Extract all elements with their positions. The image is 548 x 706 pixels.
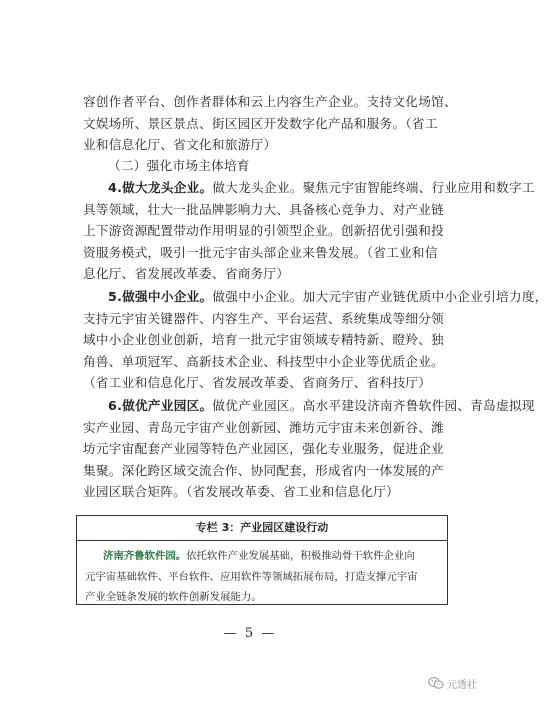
text-run: 做优产业园区。高水平建设济南齐鲁软件园、青岛虚拟现: [212, 398, 535, 413]
item-lead: 4.做大龙头企业。: [108, 180, 213, 195]
text-line: [83, 286, 548, 308]
watermark-text: 元透社: [447, 679, 477, 691]
text-line: [83, 177, 535, 199]
item-lead: 6.做优产业园区。: [108, 398, 213, 413]
page-number: — 5 —: [223, 626, 277, 641]
text-line: （二）强化市场主体培育: [108, 158, 250, 173]
text-line: 实产业园、青岛元宇宙产业创新园、潍坊元宇宙未来创新谷、潍: [83, 419, 445, 435]
text-line: 业园区联合矩阵。（省发展改革委、省工业和信息化厅）: [83, 484, 400, 500]
text-line: 支持元宇宙关键器件、内容生产、平台运营、系统集成等细分领: [83, 310, 445, 326]
text-line: 元宇宙基础软件、平台软件、应用软件等领域拓展布局，打造支撑元宇宙: [85, 570, 418, 583]
text-line: 集聚。深化跨区域交流合作、协同配套，形成省内一体发展的产: [83, 462, 445, 478]
text-run: 依托软件产业发展基础，积极推动骨干软件企业向: [186, 550, 415, 562]
text-run: 做强中小企业。加大元宇宙产业链优质中小企业引培力度，: [212, 289, 548, 304]
paragraph-item-4: [83, 177, 535, 285]
sidebar-box-title: 专栏 3：产业园区建设行动: [77, 516, 447, 541]
text-line: 上下游资源配置带动作用明显的引领型企业。创新招优引强和投: [83, 223, 445, 239]
text-line: 域中小企业创业创新，培育一批元宇宙领域专精特新、瞪羚、独: [83, 332, 445, 348]
paragraph-continuation: [83, 91, 457, 156]
sidebar-box-body: [77, 541, 447, 608]
sidebar-box: [76, 515, 448, 605]
paragraph-item-6: [83, 395, 535, 503]
text-line: 产业全链条发展的软件创新发展能力。: [85, 591, 262, 603]
text-run: 做大龙头企业。聚焦元宇宙智能终端、行业应用和数字工: [212, 180, 535, 195]
text-line: [83, 395, 535, 417]
paragraph-item-5: [83, 286, 548, 394]
text-line: 角兽、单项冠军、高新技术企业、科技型中小企业等优质企业。: [83, 353, 445, 369]
text-line: 坊元宇宙配套产业园等特色产业园区，强化专业服务，促进企业: [83, 441, 445, 457]
text-line: 具等领域，壮大一批品牌影响力大、具备核心竞争力、对产业链: [83, 201, 445, 217]
watermark: [428, 674, 477, 692]
text-line: 资服务模式，吸引一批元宇宙头部企业来鲁发展。（省工业和信: [83, 244, 438, 260]
text-line: （省工业和信息化厅、省发展改革委、省商务厅、省科技厅）: [83, 375, 432, 391]
text-line: [85, 546, 441, 567]
text-line: 文娱场所、景区景点、街区园区开发数字化产品和服务。（省工: [83, 115, 438, 131]
wechat-icon: [428, 676, 444, 690]
item-lead: 5.做强中小企业。: [108, 289, 213, 304]
text-line: 容创作者平台、创作者群体和云上内容生产企业。支持文化场馆、: [83, 94, 457, 109]
text-line: 业和信息化厅、省文化和旅游厅）: [83, 137, 277, 153]
text-line: 息化厅、省发展改革委、省商务厅）: [83, 266, 290, 282]
highlight-term: 济南齐鲁软件园。: [103, 550, 187, 562]
section-heading: [83, 155, 439, 177]
